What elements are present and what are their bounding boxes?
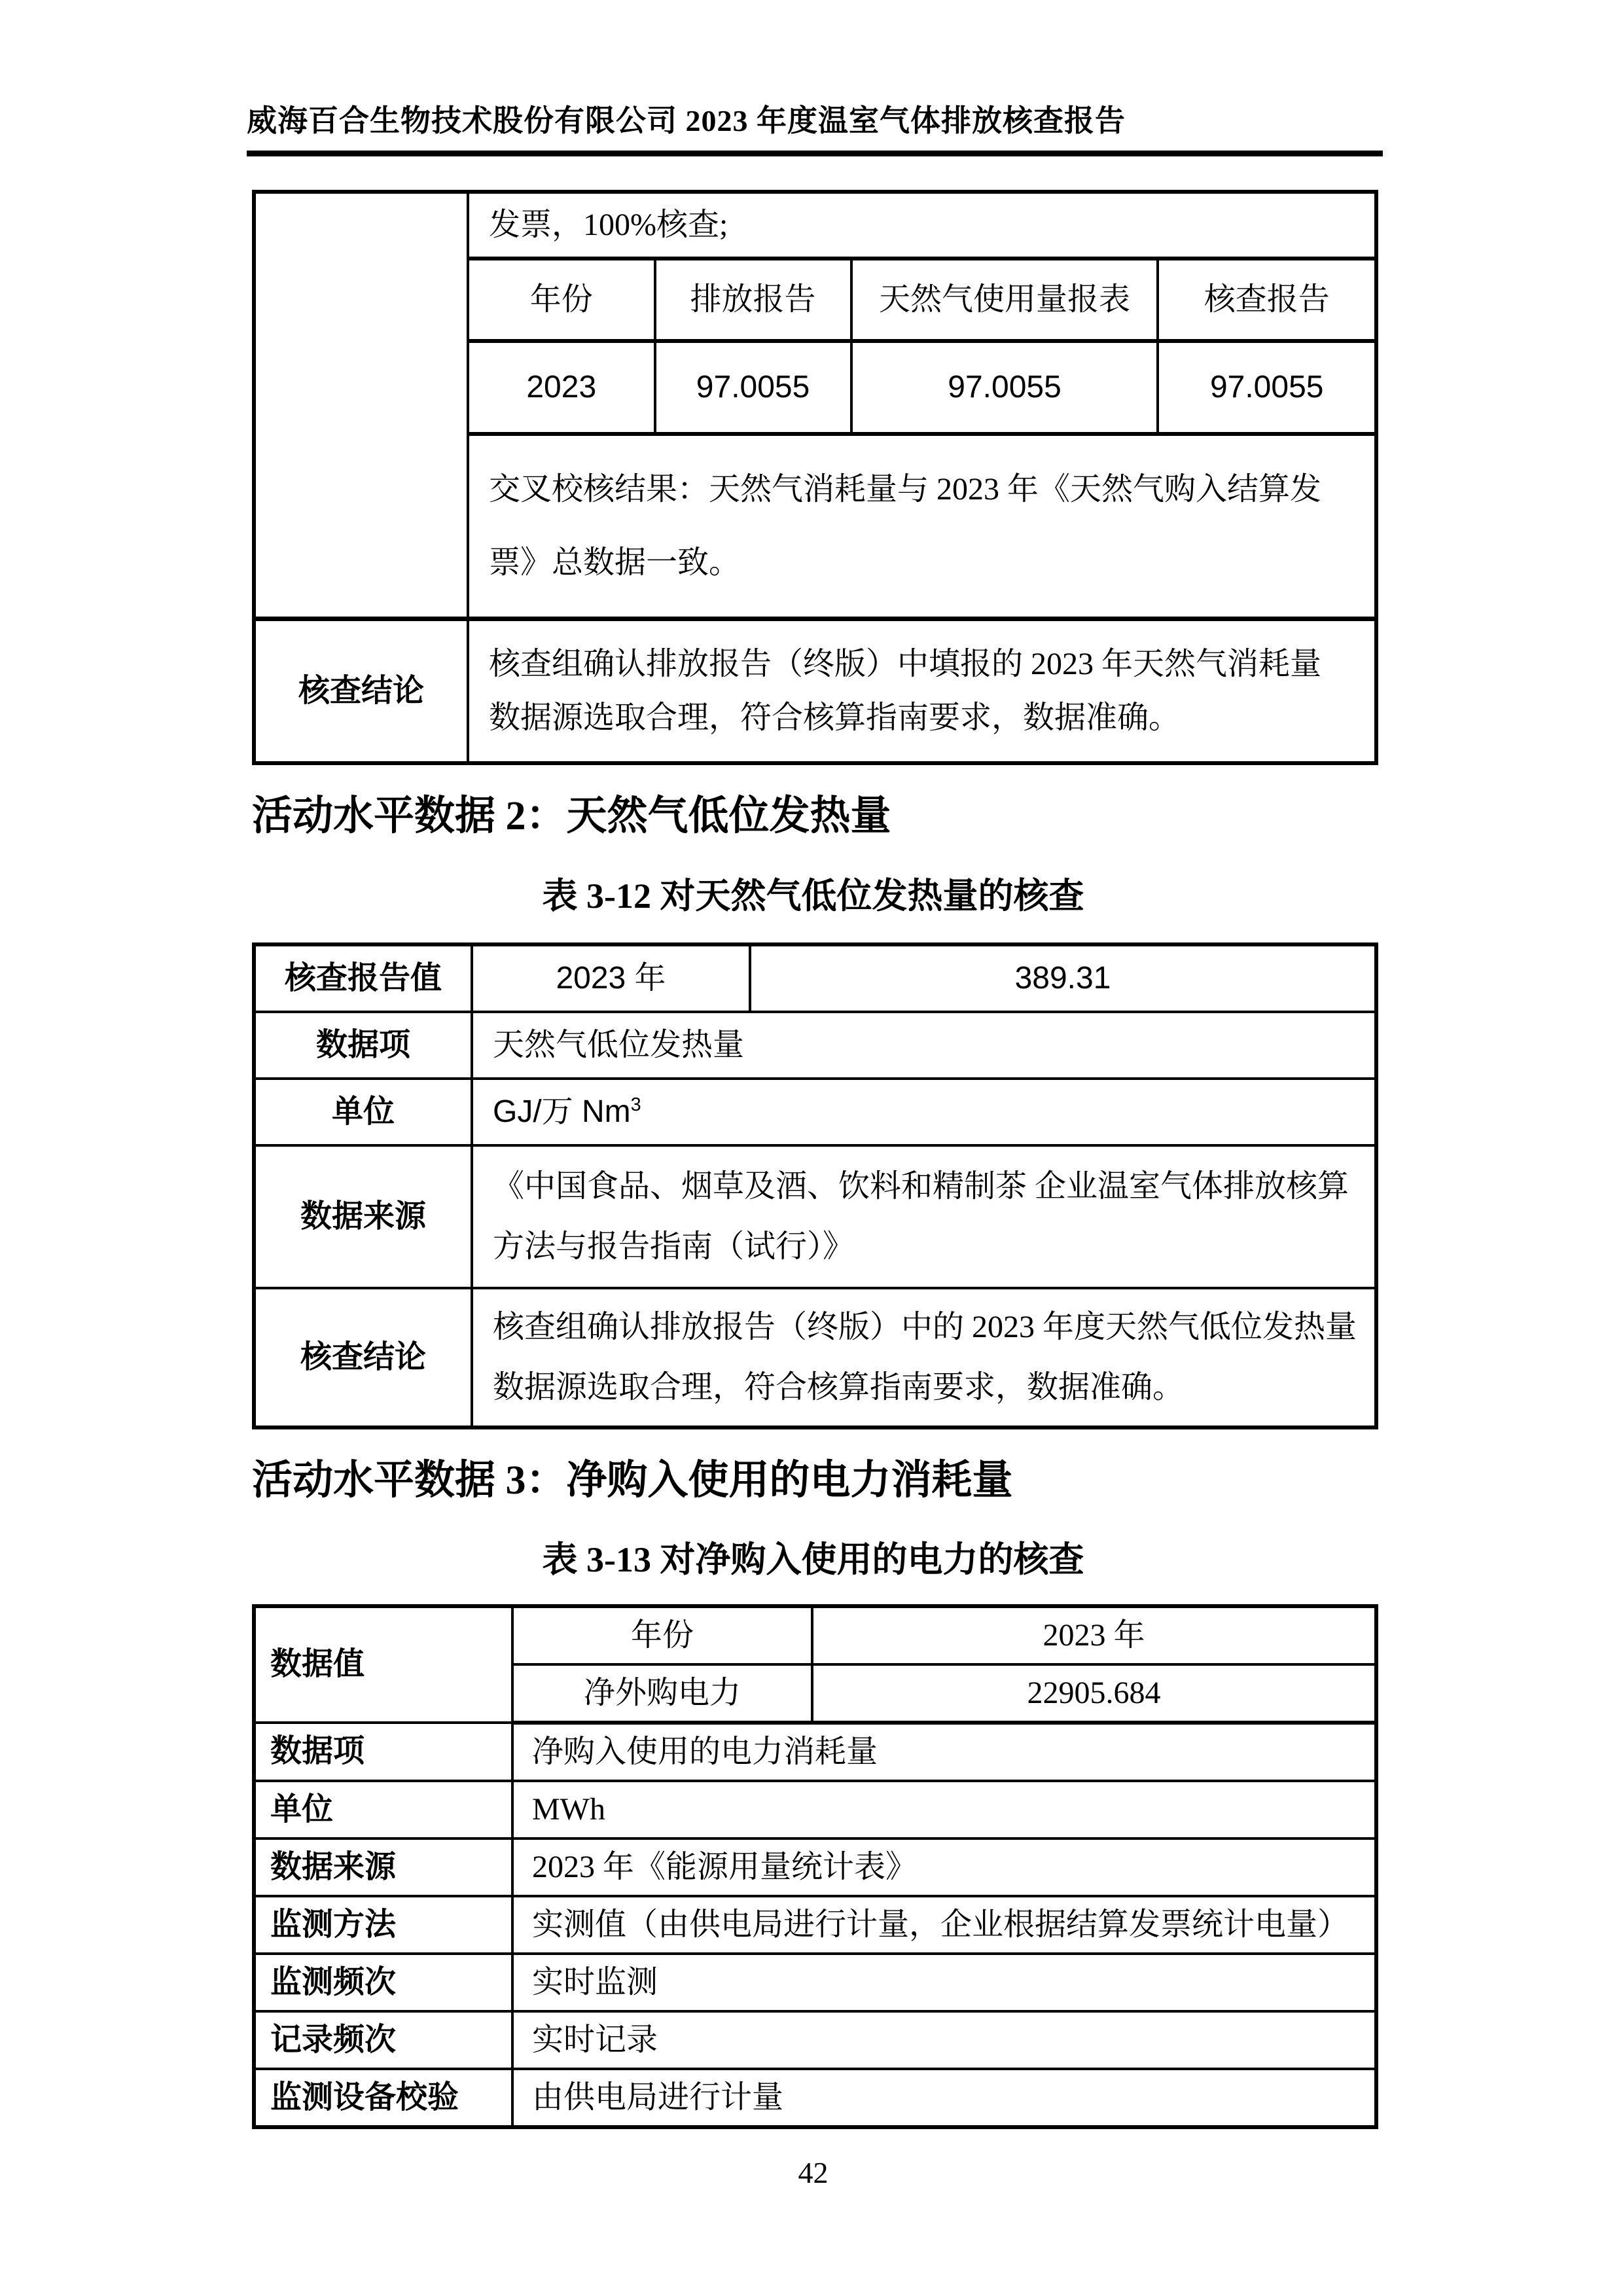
crosscheck-cell bbox=[468, 192, 1376, 619]
inner-table-header-row bbox=[469, 259, 1374, 341]
data-item-row bbox=[254, 1012, 1376, 1079]
unit-value bbox=[472, 1079, 1376, 1145]
page-header bbox=[247, 102, 1383, 156]
row-label: 监测设备校验 bbox=[254, 2069, 512, 2127]
data-source-value: 《中国食品、烟草及酒、饮料和精制茶 企业温室气体排放核算方法与报告指南（试行）》 bbox=[472, 1145, 1376, 1288]
report-value-cell: 389.31 bbox=[750, 944, 1376, 1012]
conclusion-label: 核查结论 bbox=[254, 1288, 472, 1427]
unit-label: 单位 bbox=[254, 1079, 472, 1145]
invoice-note: 发票，100%核查; bbox=[489, 207, 728, 243]
emission-report-header-cell: 排放报告 bbox=[655, 259, 851, 341]
row-value: 2023 年《能源用量统计表》 bbox=[512, 1839, 1376, 1896]
section-heading-activity-data-2: 活动水平数据 2：天然气低位发热量 bbox=[252, 794, 891, 838]
data-source-label: 数据来源 bbox=[254, 1145, 472, 1288]
row-value: 实时记录 bbox=[512, 2011, 1376, 2069]
year-header-cell: 年份 bbox=[469, 259, 655, 341]
conclusion-label: 核查结论 bbox=[254, 619, 468, 764]
unit-superscript: 3 bbox=[630, 1094, 641, 1115]
year-value-cell: 2023 年 bbox=[812, 1606, 1376, 1664]
emission-report-value-cell: 97.0055 bbox=[655, 341, 851, 434]
row-label: 监测频次 bbox=[254, 1954, 512, 2011]
report-value-row bbox=[254, 944, 1376, 1012]
unit-row bbox=[254, 1079, 1376, 1145]
empty-label-cell bbox=[254, 192, 468, 619]
monitoring-method-row bbox=[254, 1896, 1376, 1954]
monitoring-frequency-row bbox=[254, 1954, 1376, 2011]
row-value: 由供电局进行计量 bbox=[512, 2069, 1376, 2127]
inner-table-data-row bbox=[469, 341, 1374, 434]
report-value-label: 核查报告值 bbox=[254, 944, 472, 1012]
conclusion-row bbox=[254, 619, 1376, 764]
year-value-cell: 2023 bbox=[526, 370, 597, 405]
table-3-13-title: 表 3-13 对净购入使用的电力的核查 bbox=[542, 1540, 1084, 1580]
row-label: 监测方法 bbox=[254, 1896, 512, 1954]
device-calibration-row bbox=[254, 2069, 1376, 2127]
row-label: 数据来源 bbox=[254, 1839, 512, 1896]
conclusion-row bbox=[254, 1288, 1376, 1427]
crosscheck-result-text: 交叉校核结果：天然气消耗量与 2023 年《天然气购入结算发票》总数据一致。 bbox=[489, 472, 1322, 580]
data-item-label: 数据项 bbox=[254, 1012, 472, 1079]
page-content bbox=[252, 190, 1374, 2190]
gas-crosscheck-inner-table bbox=[469, 257, 1374, 436]
conclusion-text: 核查组确认排放报告（终版）中的 2023 年度天然气低位发热量数据源选取合理，符合核算指南要求，数据准确。 bbox=[472, 1288, 1376, 1427]
data-source-row bbox=[254, 1145, 1376, 1288]
table-3-12 bbox=[252, 942, 1378, 1429]
row-label: 单位 bbox=[254, 1781, 512, 1839]
data-source-row bbox=[254, 1839, 1376, 1896]
recording-frequency-row bbox=[254, 2011, 1376, 2069]
row-value: 实测值（由供电局进行计量，企业根据结算发票统计电量） bbox=[512, 1896, 1376, 1954]
year-label-cell: 年份 bbox=[512, 1606, 812, 1664]
verification-report-header-cell: 核查报告 bbox=[1158, 259, 1374, 341]
conclusion-text: 核查组确认排放报告（终版）中填报的 2023 年天然气消耗量数据源选取合理，符合核算指南要求，数据准确。 bbox=[468, 619, 1376, 764]
row-value: 实时监测 bbox=[512, 1954, 1376, 2011]
section-heading-activity-data-3: 活动水平数据 3：净购入使用的电力消耗量 bbox=[252, 1458, 1013, 1503]
table-3-13 bbox=[252, 1604, 1378, 2129]
data-value-year-row bbox=[254, 1606, 1376, 1664]
table-3-12-title: 表 3-12 对天然气低位发热量的核查 bbox=[542, 876, 1084, 916]
data-value-label: 数据值 bbox=[254, 1606, 512, 1723]
net-electricity-value: 22905.684 bbox=[812, 1664, 1376, 1723]
net-electricity-label: 净外购电力 bbox=[512, 1664, 812, 1723]
table-row bbox=[254, 192, 1376, 619]
row-value: 净购入使用的电力消耗量 bbox=[512, 1723, 1376, 1781]
report-year-cell: 2023 年 bbox=[472, 944, 750, 1012]
verification-report-value-cell: 97.0055 bbox=[1158, 341, 1374, 434]
natural-gas-verification-table bbox=[252, 190, 1378, 765]
unit-main: GJ/万 Nm bbox=[493, 1094, 631, 1129]
data-item-value: 天然气低位发热量 bbox=[472, 1012, 1376, 1079]
row-label: 数据项 bbox=[254, 1723, 512, 1781]
page-number: 42 bbox=[798, 2155, 829, 2189]
row-value: MWh bbox=[512, 1781, 1376, 1839]
page-header-title: 威海百合生物技术股份有限公司 2023 年度温室气体排放核查报告 bbox=[247, 104, 1126, 137]
row-label: 记录频次 bbox=[254, 2011, 512, 2069]
data-item-row bbox=[254, 1723, 1376, 1781]
unit-row bbox=[254, 1781, 1376, 1839]
gas-usage-report-header-cell: 天然气使用量报表 bbox=[851, 259, 1158, 341]
gas-usage-report-value-cell: 97.0055 bbox=[851, 341, 1158, 434]
